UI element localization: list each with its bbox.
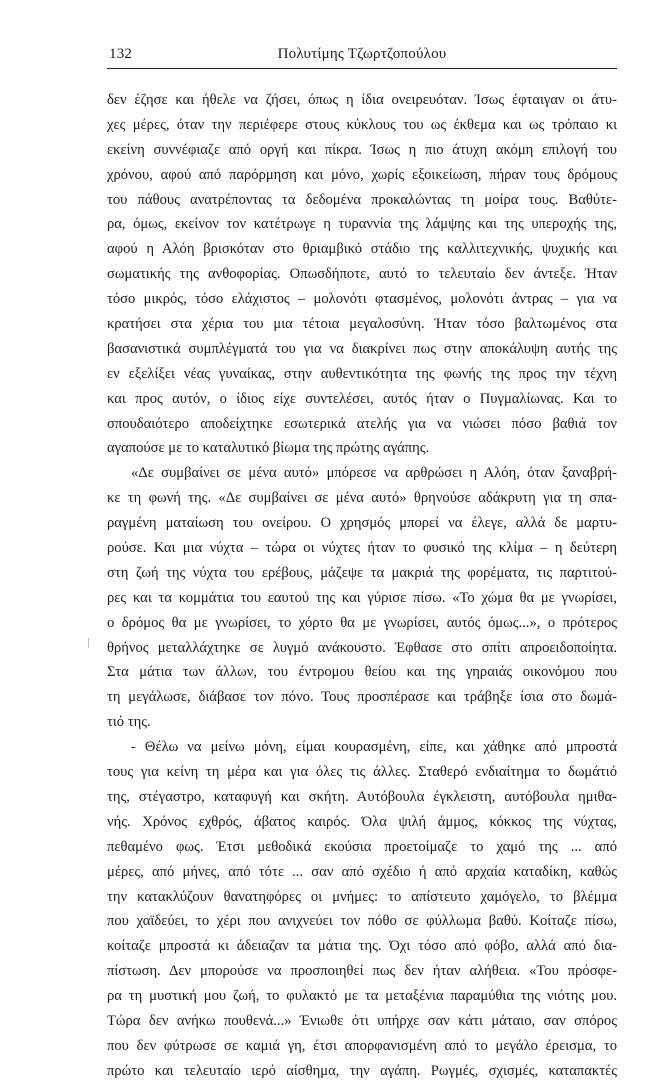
text-line: βασανιστικά συμπλέγματά του για να διακρίνει πως στην αποκάλυψη αυτής της [107,340,617,357]
paragraph-start-line: - Θέλω να μείνω μόνη, είμαι κουρασμένη, είπε, και χάθηκε από μπροστά [131,739,617,756]
page-header [107,44,617,69]
body-text [107,88,617,1084]
margin-mark [88,638,89,648]
text-line: νής. Χρόνος εχθρός, άβατος καιρός. Όλα ψιλή άμμος, κόκκος της νύχτας, [107,813,617,830]
text-line: Στα μάτια των άλλων, του έντρομου θείου και της γηραιάς οικονόμου που [107,664,617,681]
text-line: χες μέρες, όταν την περιέφερε στους κύκλους του ως έκθεμα και ως τρόπαιο κι [107,116,617,133]
text-line: που δεν φύτρωσε σε καμιά γη, έτσι απορφανισμένη από το μεγάλο έρεισμα, το [107,1037,617,1054]
text-line: πίστωση. Δεν μπορούσε να προσποιηθεί πως δεν ήταν αλήθεια. «Του πρόσφε- [107,963,617,980]
text-line: πρώτο και τελευταίο ιερό αίσθημα, την αγάπη. Ρωγμές, σχισμές, καταπακτές [107,1062,617,1079]
text-line: θρήνος μεταλλάχτηκε σε λυγμό ανάκουστο. Έφθασε στο σπίτι απροειδοποίητα. [107,639,617,656]
text-line: χρόνου, αφού από παρόρμηση και μόνο, χωρίς εξοικείωση, πήραν τους δρόμους [107,166,617,183]
text-line: πεθαμένο φως. Έτσι μεθοδικά εκούσια προετοίμαζε το χαμό της ... από [107,838,617,855]
text-line: κε τη φωνή της. «Δε συμβαίνει σε μένα αυτό» θρηνούσε αδάκρυτη για τη σπα- [107,490,617,507]
text-line: που χαϊδεύει, το χέρι που ανιχνεύει τον πόθο σε φύλλωμα βαθύ. Κοίταζε πίσω, [107,913,617,930]
page-number: 132 [109,46,133,62]
text-line: αφού η Αλόη βρισκόταν στο θριαμβικό στάδιο της καλλιτεχνικής, ψυχικής και [107,241,617,258]
text-line: Τώρα δεν ανήκω πουθενά...» Ένιωθε ότι υπήρχε σαν κάτι μάταιο, σαν σπόρος [107,1012,617,1029]
text-line: εν εξελίξει νέας γυναίκας, στην αυθεντικότητα της φωνής της προς την τέχνη [107,365,617,382]
text-line: τους για κείνη τη μέρα και για όλες τις άλλες. Σταθερό ενδιαίτημα το δωμάτιό [107,764,617,781]
running-title: Πολυτίμης Τζωρτζοπούλου [277,46,447,62]
text-line: ο δρόμος θα με γνωρίσει, το χόρτο θα με γνωρίσει, αυτός όμως...», ο πρότερος [107,614,617,631]
text-line: μέρες, από μήνες, από τότε ... σαν από σχέδιο ή από αρχαία καταδίκη, καθώς [107,863,617,880]
text-line: σπουδαιότερο αποδείχτηκε εσωτερικά ατελής για να νιώσει πόσο βαθιά τον [107,415,617,432]
text-line: ρα τη μυστική μου ζωή, το φυλακτό με τα μεταξένια παραμύθια της νιότης μου. [107,988,617,1005]
text-line: ραγμένη ματαίωση του ονείρου. Ο χρησμός μπορεί να έλεγε, αλλά δε μαρτυ- [107,515,617,532]
text-line: ρες και τα κομμάτια του εαυτού της και γύρισε πίσω. «Το χώμα θα με γνωρίσει, [107,589,617,606]
text-line: του πάθους ανατρέποντας τα δεδομένα προκαλώντας τη μοίρα τους. Βαθύτε- [107,191,617,208]
text-line: ρα, όμως, εκείνον τον κατέτρωγε η τυραννία της λάμψης και της υπεροχής της, [107,216,617,233]
text-line: την κατακλύζουν θανατηφόρες οι μνήμες: το απίστευτο χαμόγελο, το βλέμμα [107,888,617,905]
text-line: της, στέγαστρο, καταφυγή και σκήτη. Αυτόβουλα έγκλειστη, αυτόβουλα ημιθα- [107,788,617,805]
text-line: δεν έζησε και ήθελε να ζήσει, όπως η ίδια ονειρευόταν. Ίσως έφταιγαν οι άτυ- [107,92,617,108]
text-line: εκείνη συννέφιαζε από οργή και πίκρα. Ίσως η πιο άτυχη ακόμη επιλογή του [107,141,617,158]
text-line: και προς αυτόν, ο ίδιος είχε συντελέσει, αυτός ήταν ο Πυγμαλίωνας. Και το [107,390,617,407]
paragraph-start-line: «Δε συμβαίνει σε μένα αυτό» μπόρεσε να αρθρώσει η Αλόη, όταν ξαναβρή- [131,465,617,482]
text-line: τόσο μικρός, τόσο ελάχιστος – μολονότι φτασμένος, μολονότι άντρας – για να [107,291,617,308]
paragraph-end-line: αγαπούσε με το καταλυτικό βίωμα της πρώτης αγάπης. [107,440,430,457]
text-line: στη ζωή της νύχτα του ερέβους, μάζεψε τα μακριά της φορέματα, τις παρτιτού- [107,564,617,581]
paragraph-end-line: τιό της. [107,714,151,731]
text-line: κοίταζε μπροστά κι άδειαζαν τα μάτια της. Όχι τόσο από φόβο, αλλά από δια- [107,938,617,955]
text-line: σωματικής της ανθοφορίας. Οπωσδήποτε, αυτό το τελευταίο δεν άντεξε. Ήταν [107,266,617,283]
text-line: τη μεγάλωσε, διάβασε τον πόνο. Τους προσπέρασε και τράβηξε ίσια στο δωμά- [107,689,617,706]
text-line: ρούσε. Και μια νύχτα – τώρα οι νύχτες ήταν το φυσικό της κλίμα – η δεύτερη [107,540,617,557]
text-line: κρατήσει στα χέρια του μια τέτοια μεγαλοσύνη. Ήταν τόσο βαλτωμένος στα [107,316,617,333]
